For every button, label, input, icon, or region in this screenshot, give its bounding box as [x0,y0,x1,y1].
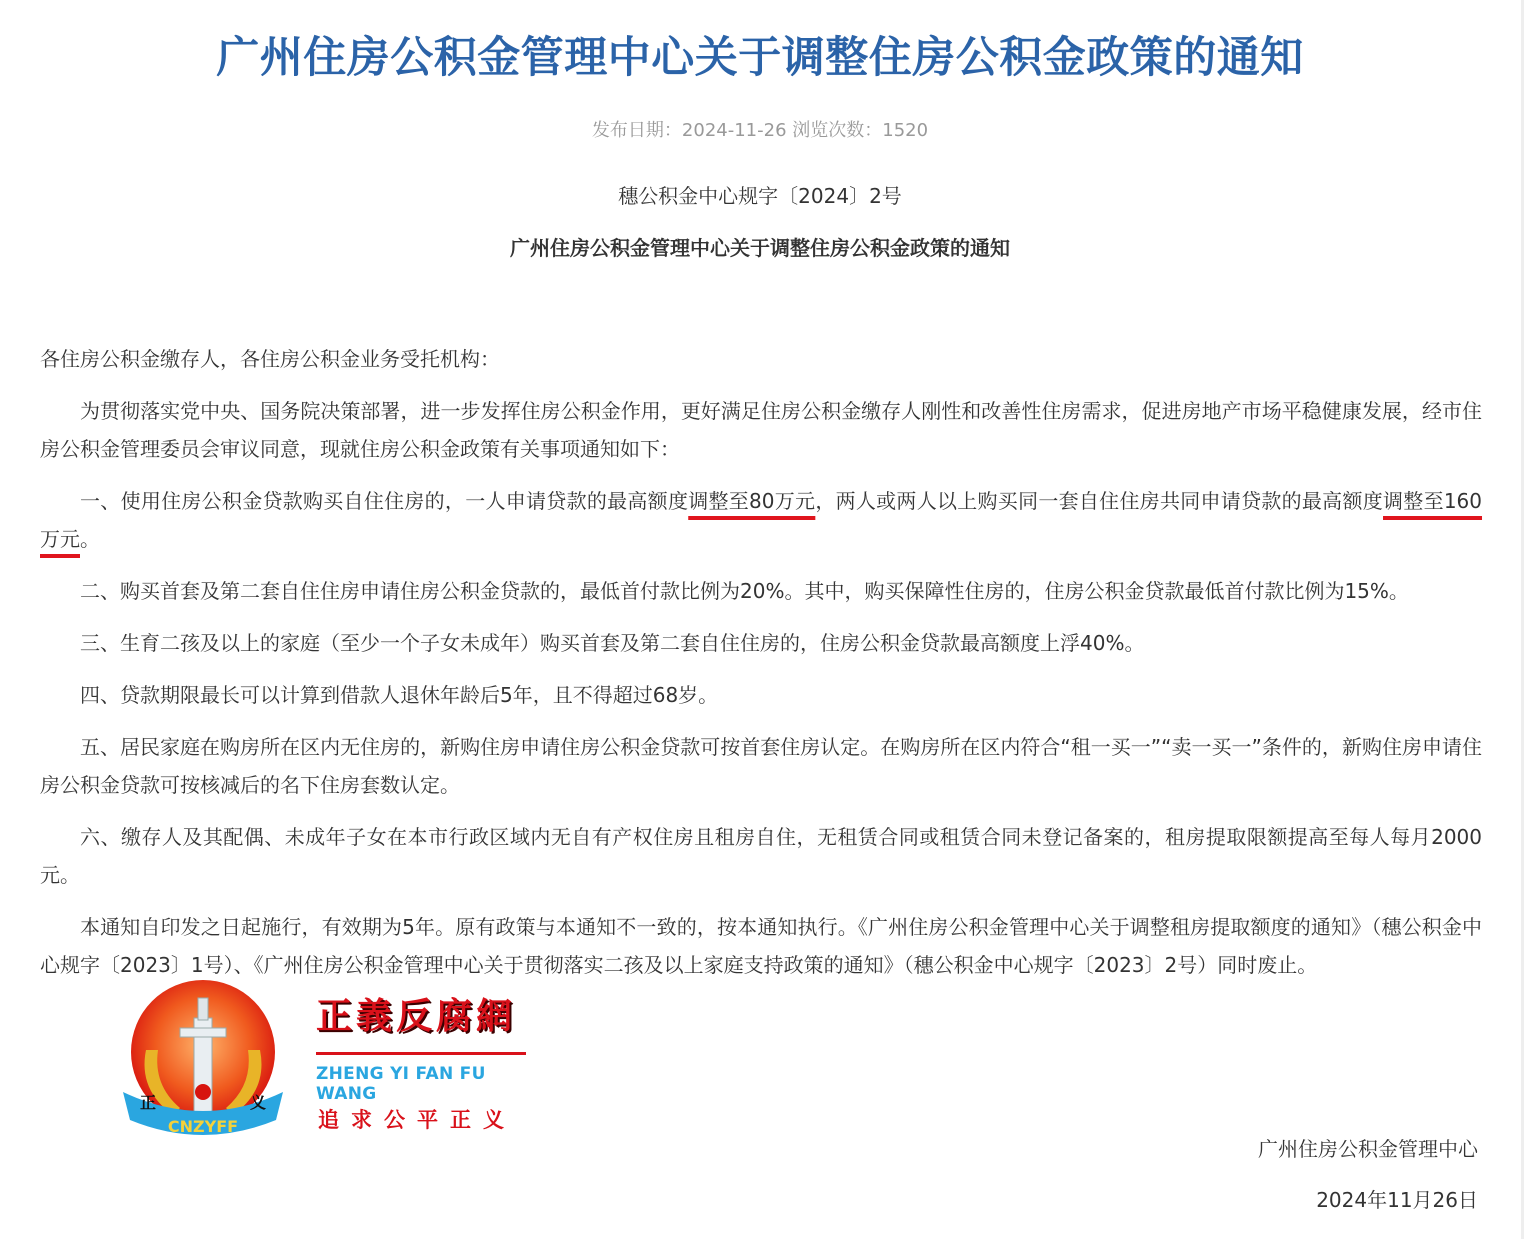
svg-text:义: 义 [250,1093,267,1112]
watermark-slogan: 追求公平正义 [318,1108,516,1132]
emblem-text: CNZYFF [167,1117,239,1136]
salutation: 各住房公积金缴存人，各住房公积金业务受托机构： [40,347,500,371]
intro-paragraph: 为贯彻落实党中央、国务院决策部署，进一步发挥住房公积金作用，更好满足住房公积金缴存人刚性和改善性住房需求，促进房地产市场平稳健康发展，经市住房公积金管理委员会审议同意，现就住房公积金政策有关事项通知如下： [40,399,1482,461]
watermark-divider [316,1052,526,1055]
item-1-paragraph [40,482,1482,558]
signature-org: 广州住房公积金管理中心 [1258,1137,1478,1161]
document-number: 穗公积金中心规字〔2024〕2号 [618,184,902,208]
watermark-name: 正義反腐網 [316,995,517,1037]
watermark-pinyin: ZHENG YI FAN FU WANG [316,1064,486,1104]
item-5-paragraph: 五、居民家庭在购房所在区内无住房的，新购住房申请住房公积金贷款可按首套住房认定。在购房所在区内符合“租一买一”“卖一买一”条件的，新购住房申请住房公积金贷款可按核减后的名下住房套数认定。 [40,735,1482,797]
item-1-text-c: 。 [80,527,100,551]
signature-date: 2024年11月26日 [1316,1188,1478,1212]
item-4-paragraph: 四、贷款期限最长可以计算到借款人退休年龄后5年，且不得超过68岁。 [80,683,719,707]
item-2-paragraph: 二、购买首套及第二套自住住房申请住房公积金贷款的，最低首付款比例为20%。其中，购买保障性住房的，住房公积金贷款最低首付款比例为15%。 [80,579,1409,603]
svg-text:正: 正 [140,1093,157,1112]
highlight-160w: 调整至160万元 [40,489,1483,551]
item-6-paragraph: 六、缴存人及其配偶、未成年子女在本市行政区域内无自有产权住房且租房自住，无租赁合同或租赁合同未登记备案的，租房提取限额提高至每人每月2000元。 [40,825,1482,887]
highlight-80w: 调整至80万元 [688,489,816,513]
watermark-logo [118,980,538,1150]
scrollbar-edge [1521,0,1524,1239]
item-1-text-a: 一、使用住房公积金贷款购买自住住房的，一人申请贷款的最高额度 [80,489,689,513]
item-3-paragraph: 三、生育二孩及以上的家庭（至少一个子女未成年）购买首套及第二套自住住房的，住房公积金贷款最高额度上浮40%。 [80,631,1145,655]
page-title: 广州住房公积金管理中心关于调整住房公积金政策的通知 [216,33,1304,83]
document-subtitle: 广州住房公积金管理中心关于调整住房公积金政策的通知 [510,236,1010,260]
emblem-icon [118,980,288,1145]
closing-paragraph: 本通知自印发之日起施行，有效期为5年。原有政策与本通知不一致的，按本通知执行。《广州住房公积金管理中心关于调整租房提取额度的通知》（穗公积金中心规字〔2023〕1号）、《广州住房公积金管理中心关于贯彻落实二孩及以上家庭支持政策的通知》（穗公积金中心规字〔2023〕2号）同时废止。 [40,915,1482,977]
document-body [40,340,1482,998]
publish-meta: 发布日期：2024-11-26 浏览次数：1520 [591,120,929,141]
item-1-text-b: ，两人或两人以上购买同一套自住住房共同申请贷款的最高额度 [815,489,1384,513]
